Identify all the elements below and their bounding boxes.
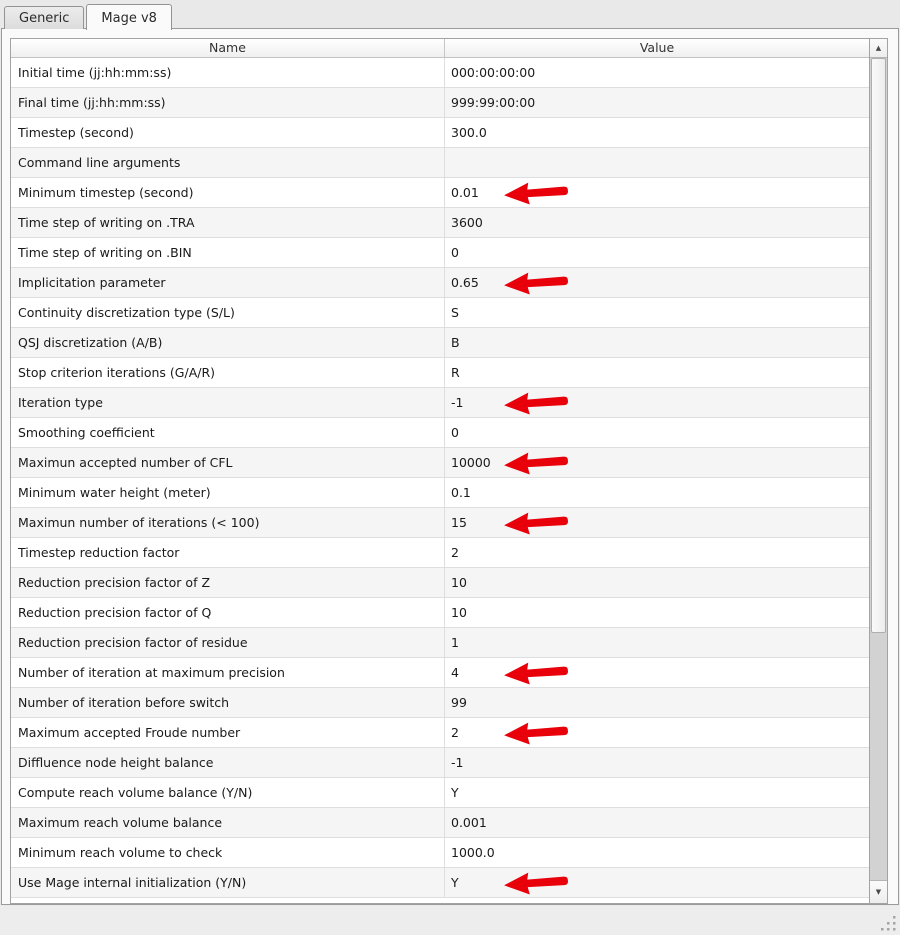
table-row[interactable] xyxy=(11,658,871,688)
param-value-text: 0.1 xyxy=(451,485,471,500)
param-name-cell: Minimum reach volume to check xyxy=(18,845,223,860)
param-value-cell xyxy=(444,178,871,207)
table-row[interactable] xyxy=(11,238,871,268)
param-name-cell: Maximum reach volume balance xyxy=(18,815,223,830)
resize-grip-icon[interactable] xyxy=(878,913,898,933)
param-name-cell: Initial time (jj:hh:mm:ss) xyxy=(18,65,172,80)
param-name-cell: Timestep reduction factor xyxy=(18,545,180,560)
param-value-text: 300.0 xyxy=(451,125,487,140)
table-row[interactable] xyxy=(11,358,871,388)
param-value-cell xyxy=(444,298,871,327)
param-value-cell xyxy=(444,508,871,537)
tab-bar xyxy=(4,3,174,29)
param-name-cell: Maximun accepted number of CFL xyxy=(18,455,233,470)
param-value-text: 0 xyxy=(451,425,459,440)
arrow-down-icon: ▼ xyxy=(875,888,882,896)
param-name-cell: Iteration type xyxy=(18,395,103,410)
param-value-text: 10000 xyxy=(451,455,491,470)
table-row[interactable] xyxy=(11,88,871,118)
param-value-cell xyxy=(444,118,871,147)
notebook-page xyxy=(1,28,899,905)
param-value-text: 15 xyxy=(451,515,467,530)
red-arrow-annotation xyxy=(503,270,571,296)
table-row[interactable] xyxy=(11,508,871,538)
table-row[interactable] xyxy=(11,868,871,898)
table-row[interactable] xyxy=(11,568,871,598)
param-value-cell xyxy=(444,868,871,897)
param-value-text: S xyxy=(451,305,459,320)
param-value-text: 10 xyxy=(451,575,467,590)
vertical-scrollbar[interactable] xyxy=(869,39,887,903)
param-value-text: 2 xyxy=(451,725,459,740)
table-row[interactable] xyxy=(11,418,871,448)
param-value-cell xyxy=(444,658,871,687)
scroll-up-button[interactable] xyxy=(870,39,887,58)
param-value-cell xyxy=(444,268,871,297)
table-row[interactable] xyxy=(11,598,871,628)
param-value-cell xyxy=(444,568,871,597)
param-value-cell xyxy=(444,718,871,747)
column-header-name[interactable]: Name xyxy=(209,40,246,55)
param-value-text: 0 xyxy=(451,245,459,260)
scrollbar-thumb[interactable] xyxy=(871,58,886,633)
red-arrow-annotation xyxy=(503,870,571,896)
table-row[interactable] xyxy=(11,298,871,328)
param-value-cell xyxy=(444,388,871,417)
param-value-text: 0.65 xyxy=(451,275,479,290)
table-row[interactable] xyxy=(11,748,871,778)
param-value-text: 1000.0 xyxy=(451,845,495,860)
param-name-cell: Reduction precision factor of Q xyxy=(18,605,212,620)
param-value-cell xyxy=(444,808,871,837)
param-name-cell: Stop criterion iterations (G/A/R) xyxy=(18,365,216,380)
param-value-text: -1 xyxy=(451,395,464,410)
table-row[interactable] xyxy=(11,148,871,178)
table-row[interactable] xyxy=(11,118,871,148)
tab-generic[interactable]: Generic xyxy=(4,6,84,29)
param-value-cell xyxy=(444,88,871,117)
table-row[interactable] xyxy=(11,718,871,748)
param-name-cell: Reduction precision factor of residue xyxy=(18,635,248,650)
param-value-cell xyxy=(444,418,871,447)
param-value-cell xyxy=(444,598,871,627)
param-name-cell: Timestep (second) xyxy=(18,125,134,140)
param-value-text: B xyxy=(451,335,460,350)
param-name-cell: Number of iteration before switch xyxy=(18,695,230,710)
param-value-text: 4 xyxy=(451,665,459,680)
parameters-table xyxy=(10,38,888,904)
param-value-cell xyxy=(444,838,871,867)
scroll-down-button[interactable] xyxy=(870,880,887,903)
arrow-up-icon: ▲ xyxy=(875,44,882,52)
red-arrow-annotation xyxy=(503,180,571,206)
param-name-cell: Time step of writing on .BIN xyxy=(18,245,192,260)
param-value-text: 0.001 xyxy=(451,815,487,830)
table-row[interactable] xyxy=(11,178,871,208)
table-row[interactable] xyxy=(11,778,871,808)
table-row[interactable] xyxy=(11,208,871,238)
param-name-cell: Reduction precision factor of Z xyxy=(18,575,211,590)
param-name-cell: Time step of writing on .TRA xyxy=(18,215,195,230)
table-row[interactable] xyxy=(11,538,871,568)
table-row[interactable] xyxy=(11,328,871,358)
table-row[interactable] xyxy=(11,58,871,88)
param-value-cell xyxy=(444,58,871,87)
param-name-cell: Command line arguments xyxy=(18,155,181,170)
param-value-cell xyxy=(444,208,871,237)
param-value-cell xyxy=(444,448,871,477)
table-row[interactable] xyxy=(11,688,871,718)
table-header xyxy=(11,39,887,58)
param-value-cell xyxy=(444,628,871,657)
red-arrow-annotation xyxy=(503,660,571,686)
param-value-text: 2 xyxy=(451,545,459,560)
param-value-cell xyxy=(444,328,871,357)
param-value-cell xyxy=(444,688,871,717)
param-value-text: 99 xyxy=(451,695,467,710)
param-name-cell: Maximun number of iterations (< 100) xyxy=(18,515,260,530)
param-name-cell: Use Mage internal initialization (Y/N) xyxy=(18,875,247,890)
param-value-text: 10 xyxy=(451,605,467,620)
status-strip xyxy=(0,906,900,935)
param-name-cell: Number of iteration at maximum precision xyxy=(18,665,285,680)
param-name-cell: Diffluence node height balance xyxy=(18,755,214,770)
param-name-cell: Continuity discretization type (S/L) xyxy=(18,305,235,320)
param-value-text: 999:99:00:00 xyxy=(451,95,536,110)
param-name-cell: Final time (jj:hh:mm:ss) xyxy=(18,95,166,110)
param-name-cell: Maximum accepted Froude number xyxy=(18,725,241,740)
red-arrow-annotation xyxy=(503,510,571,536)
red-arrow-annotation xyxy=(503,720,571,746)
param-value-cell xyxy=(444,538,871,567)
table-row[interactable] xyxy=(11,838,871,868)
param-name-cell: QSJ discretization (A/B) xyxy=(18,335,163,350)
param-value-cell xyxy=(444,358,871,387)
param-value-text: Y xyxy=(451,875,459,890)
param-value-text: 1 xyxy=(451,635,459,650)
param-name-cell: Smoothing coefficient xyxy=(18,425,155,440)
param-value-text: 3600 xyxy=(451,215,483,230)
table-row[interactable] xyxy=(11,268,871,298)
param-value-cell xyxy=(444,478,871,507)
table-row[interactable] xyxy=(11,388,871,418)
param-value-text: R xyxy=(451,365,460,380)
param-value-cell xyxy=(444,748,871,777)
param-name-cell: Minimum timestep (second) xyxy=(18,185,194,200)
param-value-text: 000:00:00:00 xyxy=(451,65,536,80)
param-name-cell: Compute reach volume balance (Y/N) xyxy=(18,785,253,800)
table-row[interactable] xyxy=(11,808,871,838)
param-value-cell xyxy=(444,778,871,807)
table-row[interactable] xyxy=(11,478,871,508)
table-body xyxy=(11,58,871,903)
param-value-text: Y xyxy=(451,785,459,800)
param-value-cell xyxy=(444,148,871,177)
param-value-cell xyxy=(444,238,871,267)
param-value-text: -1 xyxy=(451,755,464,770)
red-arrow-annotation xyxy=(503,450,571,476)
param-value-text: 0.01 xyxy=(451,185,479,200)
column-header-value[interactable]: Value xyxy=(444,39,869,57)
param-name-cell: Implicitation parameter xyxy=(18,275,166,290)
red-arrow-annotation xyxy=(503,390,571,416)
table-row[interactable] xyxy=(11,628,871,658)
tab-mage-v8[interactable]: Mage v8 xyxy=(86,4,172,30)
table-row[interactable] xyxy=(11,448,871,478)
param-name-cell: Minimum water height (meter) xyxy=(18,485,211,500)
